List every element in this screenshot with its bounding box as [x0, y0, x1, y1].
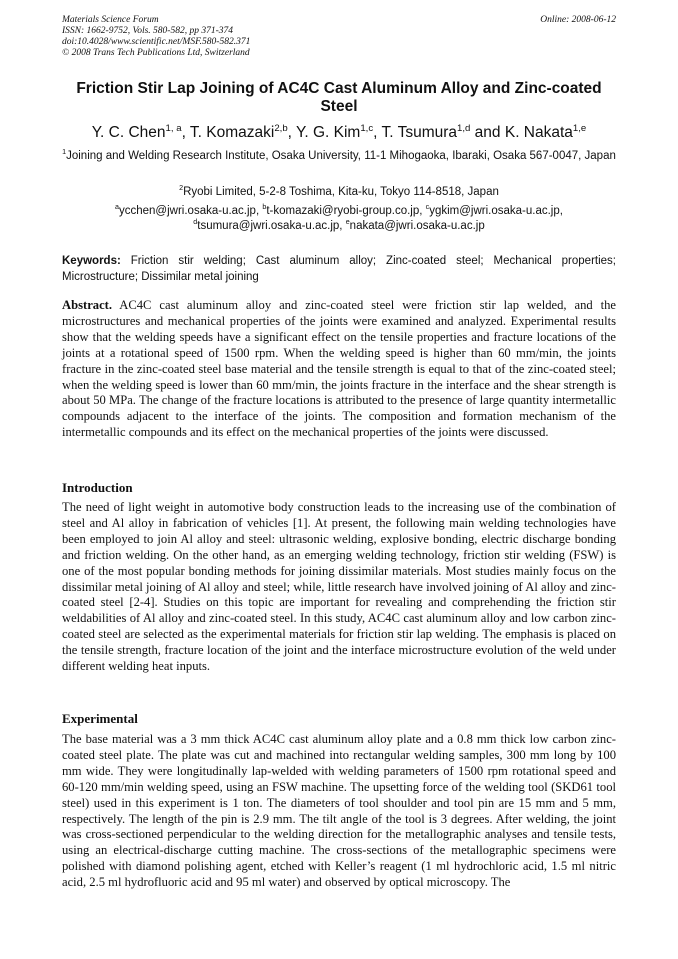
introduction-heading: Introduction — [62, 480, 133, 495]
journal-name: Materials Science Forum — [62, 15, 159, 25]
doi-line: doi:10.4028/www.scientific.net/MSF.580-582.371 — [62, 37, 251, 47]
author-affiliation-mark: 1,d — [457, 122, 471, 134]
abstract-block — [62, 298, 616, 441]
online-date: Online: 2008-06-12 — [540, 15, 616, 25]
author-separator: and — [470, 124, 505, 141]
affiliation-text: Joining and Welding Research Institute, Osaka University, 11-1 Mihogaoka, Ibaraki, Osaka 567-0047, Japan — [66, 150, 616, 162]
email-mark: d — [193, 218, 198, 227]
author-separator: , — [373, 124, 382, 141]
author-affiliation-mark: 1,e — [572, 122, 587, 134]
abstract-text: AC4C cast aluminum alloy and zinc-coated steel were friction stir lap welded, and the microstructures and mechanical properties of the joints were examined and analyzed. Experimental results show that the welding speeds have a significant effect on the tensile properties and fracture locations of the joints at a rotational speed of 1500 rpm. When the welding speed is higher than 60 mm/min, the joints fracture in the zinc-coated steel base material and the tensile strength is equal to that of the zinc-coated steel; when the welding speed is lower than 60 mm/min, the joints fracture in the interface and the shear strength is about 50 MPa. The change of the fracture locations is attributed to the presence of large quantity intermetallic compounds adjacent to the interface of the joints. The composition and formation mechanism of the intermetallic compounds and its effect on the mechanical properties of the joints were discussed. — [62, 298, 616, 440]
author-name: Y. C. Chen — [91, 124, 166, 141]
author-affiliation-mark: 1,c — [360, 122, 374, 134]
author-list — [62, 124, 616, 142]
keywords-label: Keywords: — [62, 255, 121, 267]
author-name: T. Tsumura — [381, 124, 458, 141]
keywords-text: Friction stir welding; Cast aluminum alloy; Zinc-coated steel; Mechanical properties; Microstructure; Dissimilar metal joining — [62, 255, 616, 283]
author-separator: , — [287, 124, 297, 141]
paper-title: Friction Stir Lap Joining of AC4C Cast Aluminum Alloy and Zinc-coated Steel — [76, 80, 602, 115]
affiliation-text: Ryobi Limited, 5-2-8 Toshima, Kita-ku, Tokyo 114-8518, Japan — [183, 186, 499, 198]
affiliation-1 — [62, 148, 616, 164]
copyright-line: © 2008 Trans Tech Publications Ltd, Switzerland — [62, 48, 250, 58]
email-address: tsumura@jwri.osaka-u.ac.jp, — [197, 220, 346, 232]
experimental-paragraph: The base material was a 3 mm thick AC4C cast aluminum alloy plate and a 0.8 mm thick low carbon zinc-coated steel plate. The plate was cut and machined into rectangular welding samples, 300 mm long by 100 mm wide. They were longitudinally lap-welded with welding parameters of 1500 rpm rotational speed and 60-120 mm/min welding speed, using an FSW machine. The upsetting force of the welding tool (SKD61 tool steel) used in this experiment is 1 ton. The diameters of tool shoulder and tool pin are 15 mm and 5 mm, respectively. The length of the pin is 2.9 mm. The tilt angle of the tool is 3 degrees. After welding, the joint was cross-sectioned perpendicular to the welding direction for the metallographic analyses and tensile tests, using an electrical-discharge cutting machine. The cross-sections of the metallographic specimens were polished with diamond polishing agent, etched with Keller’s reagent (1 ml hydrochloric acid, 1.5 ml nitric acid, 2.5 ml hydrofluoric acid and 95 ml water) and observed by optical microscopy. The — [62, 732, 616, 890]
experimental-heading: Experimental — [62, 711, 138, 726]
email-address: nakata@jwri.osaka-u.ac.jp — [349, 220, 485, 232]
email-address: ygkim@jwri.osaka-u.ac.jp, — [429, 205, 563, 217]
affiliation-mark: 2 — [179, 184, 184, 193]
email-mark: a — [115, 203, 119, 212]
author-name: K. Nakata — [504, 124, 573, 141]
affiliation-2 — [62, 184, 616, 200]
email-mark: b — [262, 203, 267, 212]
author-name: Y. G. Kim — [296, 124, 361, 141]
author-separator: , — [181, 124, 190, 141]
email-mark: c — [425, 203, 430, 212]
email-address: t-komazaki@ryobi-group.co.jp, — [266, 205, 426, 217]
email-mark: e — [345, 218, 350, 227]
email-address: ycchen@jwri.osaka-u.ac.jp, — [119, 205, 263, 217]
author-emails — [62, 204, 616, 234]
journal-header — [62, 15, 616, 59]
author-name: T. Komazaki — [189, 124, 275, 141]
author-affiliation-mark: 2,b — [274, 122, 288, 134]
issn-line: ISSN: 1662-9752, Vols. 580-582, pp 371-374 — [62, 26, 233, 36]
author-affiliation-mark: 1, a — [165, 122, 182, 134]
keywords-block — [62, 253, 616, 285]
affiliation-mark: 1 — [62, 148, 67, 157]
introduction-paragraph: The need of light weight in automotive body construction leads to the increasing use of the combination of steel and Al alloy in fabrication of vehicles [1]. At present, the following main welding technologies have been employed to join Al alloy and steel: ultrasonic welding, explosive bonding, electric discharge bonding and friction welding. On the other hand, as an emerging welding technology, friction stir welding (FSW) is one of the most popular bonding methods for joining dissimilar materials. Most studies mainly focus on the dissimilar metal joining of Al alloy and steel; while, little research have involved joining of Al alloy and zinc-coated steel [2-4]. Studies on this topic are important for revealing and comprehending the friction stir weldabilities of Al alloy and zinc-coated steel. In this study, AC4C cast aluminum alloy and low carbon zinc-coated steel are selected as the experimental materials for friction stir lap welding. The emphasis is placed on the tensile strength, fracture location of the joint and the interface microstructure evolution of the weld under different welding heat inputs. — [62, 500, 616, 674]
abstract-label: Abstract. — [62, 298, 113, 312]
